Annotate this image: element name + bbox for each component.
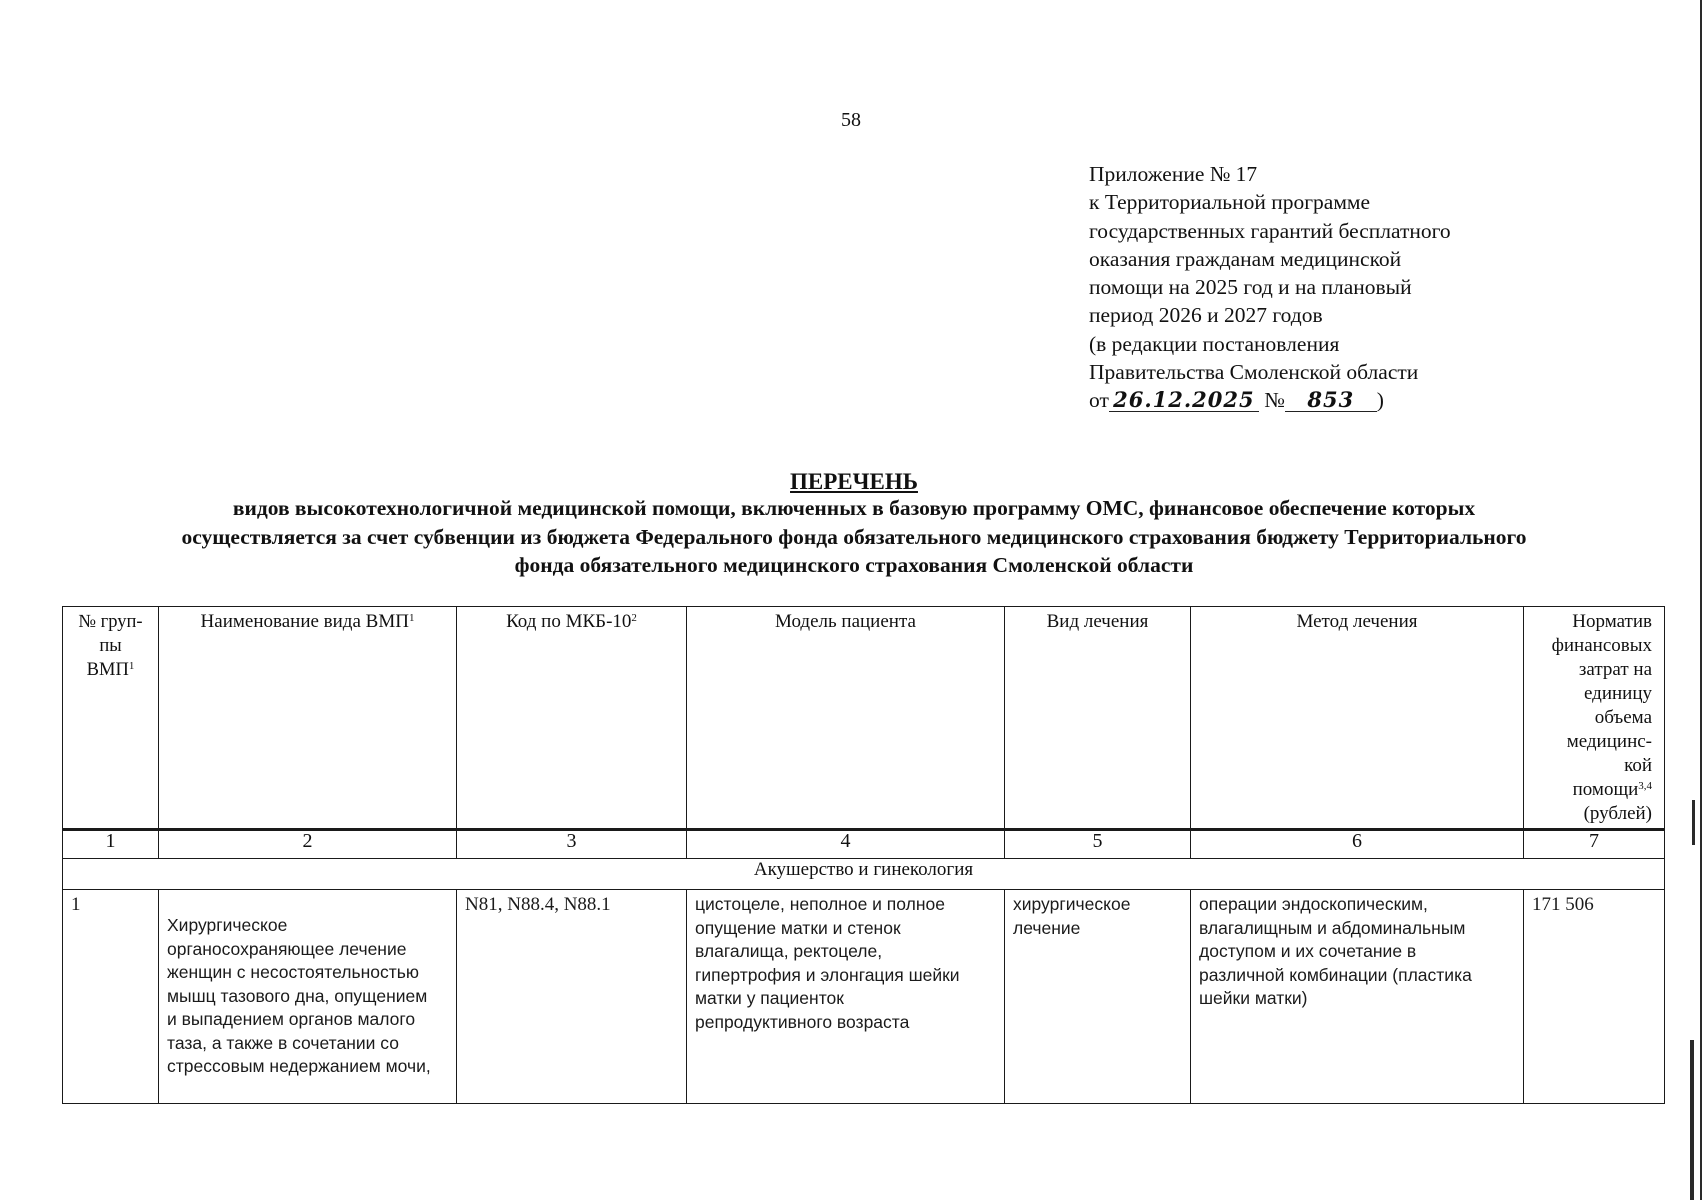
handwritten-number: 853	[1285, 389, 1377, 412]
handwritten-date: 26.12.2025	[1109, 389, 1259, 412]
header-vmp-name: Наименование вида ВМП$^1$	[159, 607, 457, 831]
cell-patient-model: цистоцеле, неполное и полное опущение матки и стенок влагалища, ректоцеле, гипертрофия и элонгация шейки матки у пациенток репродуктивного возраста	[687, 890, 1005, 1104]
scan-edge-mark	[1690, 1040, 1694, 1200]
cell-group-number: 1	[63, 890, 159, 1104]
section-title: Акушерство и гинекология	[63, 859, 1665, 890]
column-number: 1	[63, 829, 159, 859]
document-subtitle	[50, 494, 1658, 580]
appendix-line: (в редакции постановления	[1089, 331, 1340, 356]
page-number: 58	[841, 109, 861, 131]
resolution-date-line	[1089, 386, 1559, 414]
column-number: 2	[159, 829, 457, 859]
header-mkb-code: Код по МКБ-$10^2$	[457, 607, 687, 831]
appendix-line: государственных гарантий бесплатного	[1089, 218, 1451, 243]
appendix-line: Правительства Смоленской области	[1089, 360, 1419, 385]
cell-treatment-kind: хирургическое лечение	[1005, 890, 1191, 1104]
table-header	[62, 606, 1665, 831]
appendix-line: период 2026 и 2027 годов	[1089, 303, 1323, 328]
header-group-number: № груп- пы ВМП$^1$	[63, 607, 159, 831]
header-treatment-method: Метод лечения	[1191, 607, 1524, 831]
header-normative: Норматив финансовых затрат на единицу объема медицинс- кой помощи$^{3,4}$ (рублей)	[1524, 607, 1665, 831]
column-number: 4	[687, 829, 1005, 859]
section-row	[63, 859, 1665, 890]
closing-paren: )	[1376, 388, 1384, 413]
column-number-row	[63, 829, 1665, 859]
subtitle-line: видов высокотехнологичной медицинской помощи, включенных в базовую программу ОМС, финансовое обеспечение которых	[232, 496, 1476, 520]
table-body	[62, 828, 1665, 1104]
number-label: №	[1264, 388, 1285, 413]
appendix-block	[1089, 160, 1559, 415]
from-label: от	[1089, 388, 1109, 413]
column-number: 7	[1524, 829, 1665, 859]
appendix-line: Приложение № 17	[1089, 162, 1258, 186]
document-title: ПЕРЕЧЕНЬ	[790, 469, 918, 494]
cell-normative: 171 506	[1524, 890, 1665, 1104]
subtitle-line: фонда обязательного медицинского страхования Смоленской области	[514, 553, 1194, 577]
column-number: 6	[1191, 829, 1524, 859]
scan-edge-mark	[1692, 800, 1695, 845]
subtitle-line: осуществляется за счет субвенции из бюджета Федерального фонда обязательного медицинского страхования бюджету Территориального	[181, 524, 1527, 549]
header-treatment-kind: Вид лечения	[1005, 607, 1191, 831]
appendix-line: оказания гражданам медицинской	[1089, 246, 1402, 271]
header-patient-model: Модель пациента	[687, 607, 1005, 831]
table-row	[63, 890, 1665, 1104]
scan-edge-mark	[1700, 0, 1702, 1200]
cell-treatment-method: операции эндоскопическим, влагалищным и абдоминальным доступом и их сочетание в различной комбинации (пластика шейки матки)	[1191, 890, 1524, 1104]
cell-mkb-code: N81, N88.4, N88.1	[457, 890, 687, 1104]
cell-vmp-name: Хирургическое органосохраняющее лечение женщин с несостоятельностью мышц тазового дна, опущением и выпадением органов малого таза, а также в сочетании со стрессовым недержанием мочи,	[159, 890, 457, 1104]
column-number: 5	[1005, 829, 1191, 859]
appendix-line: к Территориальной программе	[1089, 190, 1371, 215]
column-number: 3	[457, 829, 687, 859]
appendix-line: помощи на 2025 год и на плановый	[1089, 275, 1412, 300]
